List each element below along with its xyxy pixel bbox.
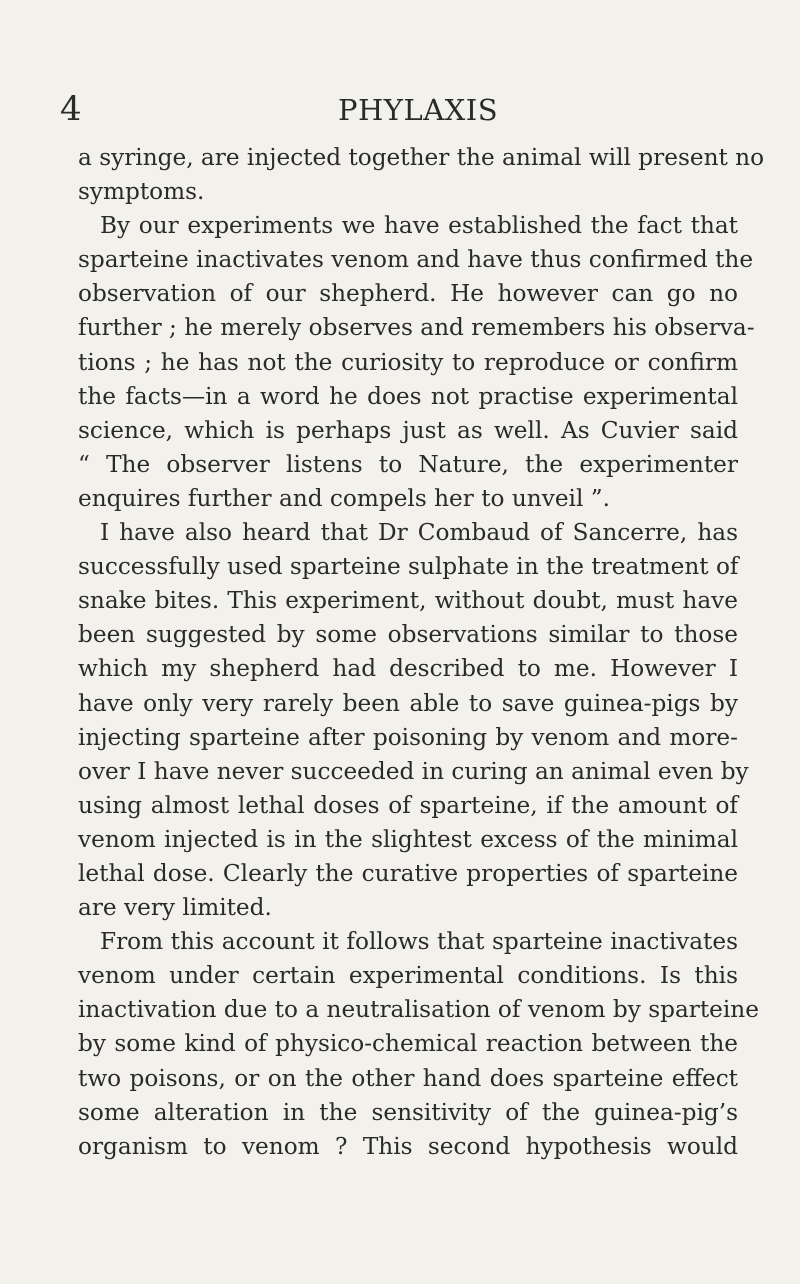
text-line: using almost lethal doses of sparteine, if the amount of (78, 791, 738, 819)
text-line: “ The observer listens to Nature, the experimenter (78, 450, 738, 478)
paragraph (78, 141, 765, 209)
text-line: some alteration in the sensitivity of the guinea-pig’s (78, 1098, 738, 1126)
paragraph (78, 925, 759, 1164)
text-line: successfully used sparteine sulphate in the treatment of (78, 553, 739, 581)
running-head: PHYLAXIS (338, 93, 499, 127)
text-line: observation of our shepherd. He however can go no (78, 280, 738, 308)
text-line: which my shepherd had described to me. However I (78, 655, 738, 683)
text-line: I have also heard that Dr Combaud of Sancerre, has (100, 519, 738, 547)
text-line: injecting sparteine after poisoning by venom and more- (78, 723, 738, 751)
text-line: symptoms. (78, 178, 205, 206)
text-line: by some kind of physico-chemical reaction between the (78, 1030, 738, 1058)
text-line: From this account it follows that sparteine inactivates (100, 928, 738, 956)
text-line: science, which is perhaps just as well. As Cuvier said (78, 416, 738, 444)
text-line: venom injected is in the slightest excess of the minimal (78, 825, 738, 853)
text-line: two poisons, or on the other hand does sparteine effect (78, 1064, 738, 1092)
text-line: enquires further and compels her to unveil ”. (78, 484, 610, 512)
text-line: tions ; he has not the curiosity to reproduce or confirm (78, 348, 738, 376)
text-line: inactivation due to a neutralisation of venom by sparteine (78, 996, 759, 1024)
text-line: organism to venom ? This second hypothesis would (78, 1132, 738, 1160)
text-line: a syringe, are injected together the animal will present no (78, 144, 765, 171)
text-line: lethal dose. Clearly the curative properties of sparteine (78, 859, 738, 887)
paragraph (78, 516, 749, 925)
text-line: sparteine inactivates venom and have thus confirmed the (78, 246, 754, 274)
page-number: 4 (60, 89, 82, 129)
text-line: been suggested by some observations similar to those (78, 621, 738, 649)
text-line: over I have never succeeded in curing an animal even by (78, 757, 749, 785)
text-line: By our experiments we have established the fact that (100, 212, 738, 240)
body-text (78, 141, 765, 1164)
paragraph (78, 209, 755, 516)
text-line: snake bites. This experiment, without doubt, must have (78, 587, 738, 615)
text-line: venom under certain experimental conditions. Is this (78, 962, 738, 990)
text-line: are very limited. (78, 894, 272, 922)
text-line: the facts—in a word he does not practise experimental (78, 382, 738, 410)
text-line: have only very rarely been able to save guinea-pigs by (78, 689, 738, 717)
text-line: further ; he merely observes and remembers his observa- (78, 314, 755, 342)
